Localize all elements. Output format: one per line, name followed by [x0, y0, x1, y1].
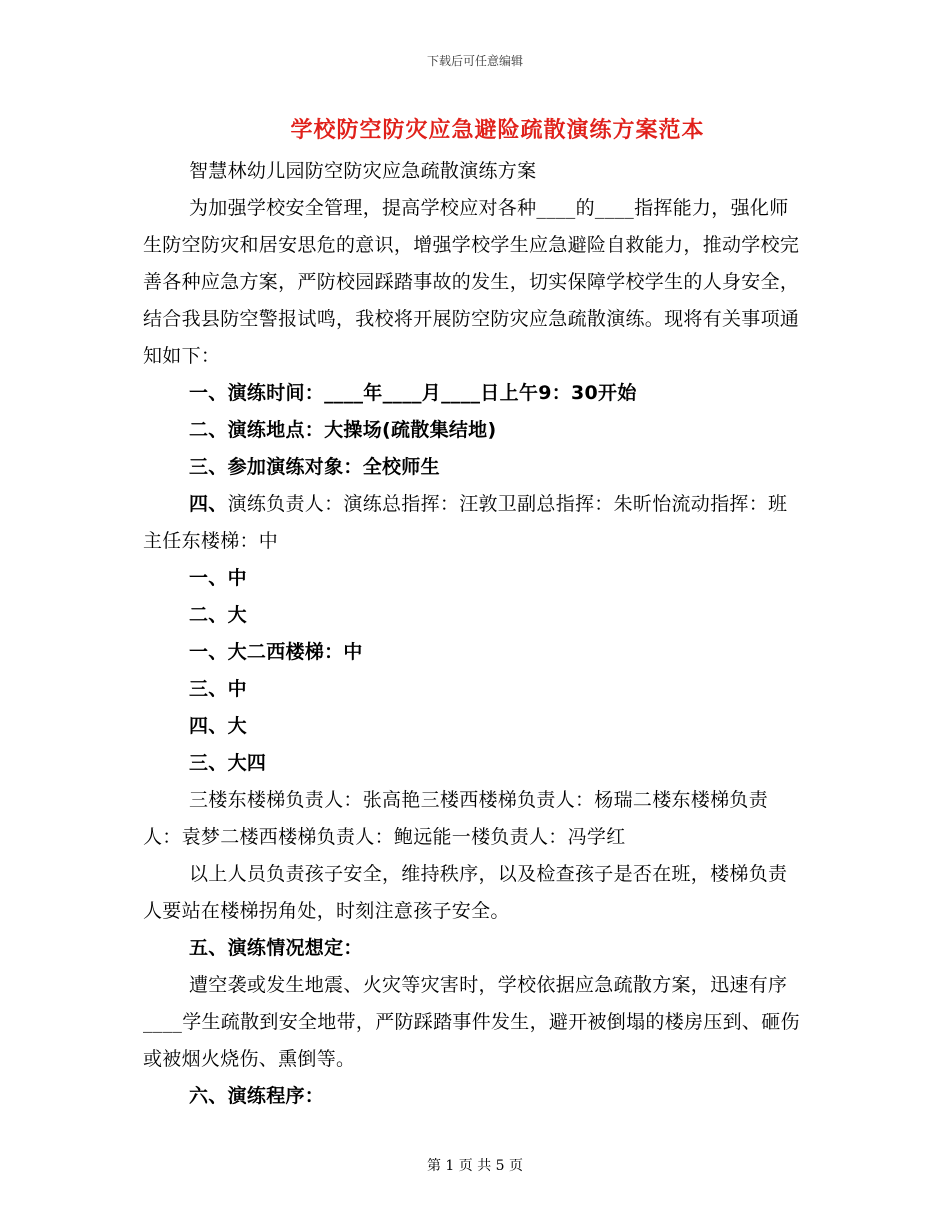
paragraph: 二、大 [189, 604, 247, 626]
paragraph: 六、演练程序： [189, 1085, 325, 1107]
paragraph: 三、参加演练对象：全校师生 [189, 456, 440, 478]
paragraph: 智慧林幼儿园防空防灾应急疏散演练方案 [189, 160, 537, 182]
paragraph: 一、中 [189, 567, 247, 589]
paragraph: 三、中 [189, 678, 247, 700]
paragraph: 一、演练时间：____年____月____日上午9：30开始 [189, 382, 637, 404]
paragraph: 以上人员负责孩子安全，维持秩序，以及检查孩子是否在班，楼梯负责人要站在楼梯拐角处，时刻注意孩子安全。 [143, 863, 788, 922]
paragraph: 遭空袭或发生地震、火灾等灾害时，学校依据应急疏散方案，迅速有序____学生疏散到安全地带，严防踩踏事件发生，避开被倒塌的楼房压到、砸伤或被烟火烧伤、熏倒等。 [143, 974, 800, 1070]
paragraph: 二、演练地点：大操场(疏散集结地) [189, 419, 497, 441]
document-body [143, 153, 803, 1115]
paragraph: 三楼东楼梯负责人：张高艳三楼西楼梯负责人：杨瑞二楼东楼梯负责人：袁梦二楼西楼梯负责人：鲍远能一楼负责人：冯学红 [143, 789, 769, 848]
document-title: 学校防空防灾应急避险疏散演练方案范本 [290, 117, 705, 143]
paragraph: 四、大 [189, 715, 247, 737]
paragraph: 为加强学校安全管理，提高学校应对各种____的____指挥能力，强化师生防空防灾和居安思危的意识，增强学校学生应急避险自救能力，推动学校完善各种应急方案，严防校园踩踏事故的发生，切实保障学校学生的人身安全，结合我县防空警报试鸣，我校将开展防空防灾应急疏散演练。现将有关事项通知如下： [143, 197, 800, 367]
header-note: 下载后可任意编辑 [426, 54, 523, 68]
paragraph-text: 演练负责人：演练总指挥：汪敦卫副总指挥：朱昕怡流动指挥：班主任东楼梯：中 [143, 493, 788, 552]
paragraph [143, 486, 803, 560]
paragraph: 三、大四 [189, 752, 267, 774]
page-footer: 第 1 页 共 5 页 [426, 1158, 524, 1174]
paragraph: 五、演练情况想定： [189, 937, 363, 959]
paragraph: 一、大二西楼梯：中 [189, 641, 363, 663]
paragraph-lead: 四、 [189, 493, 228, 515]
